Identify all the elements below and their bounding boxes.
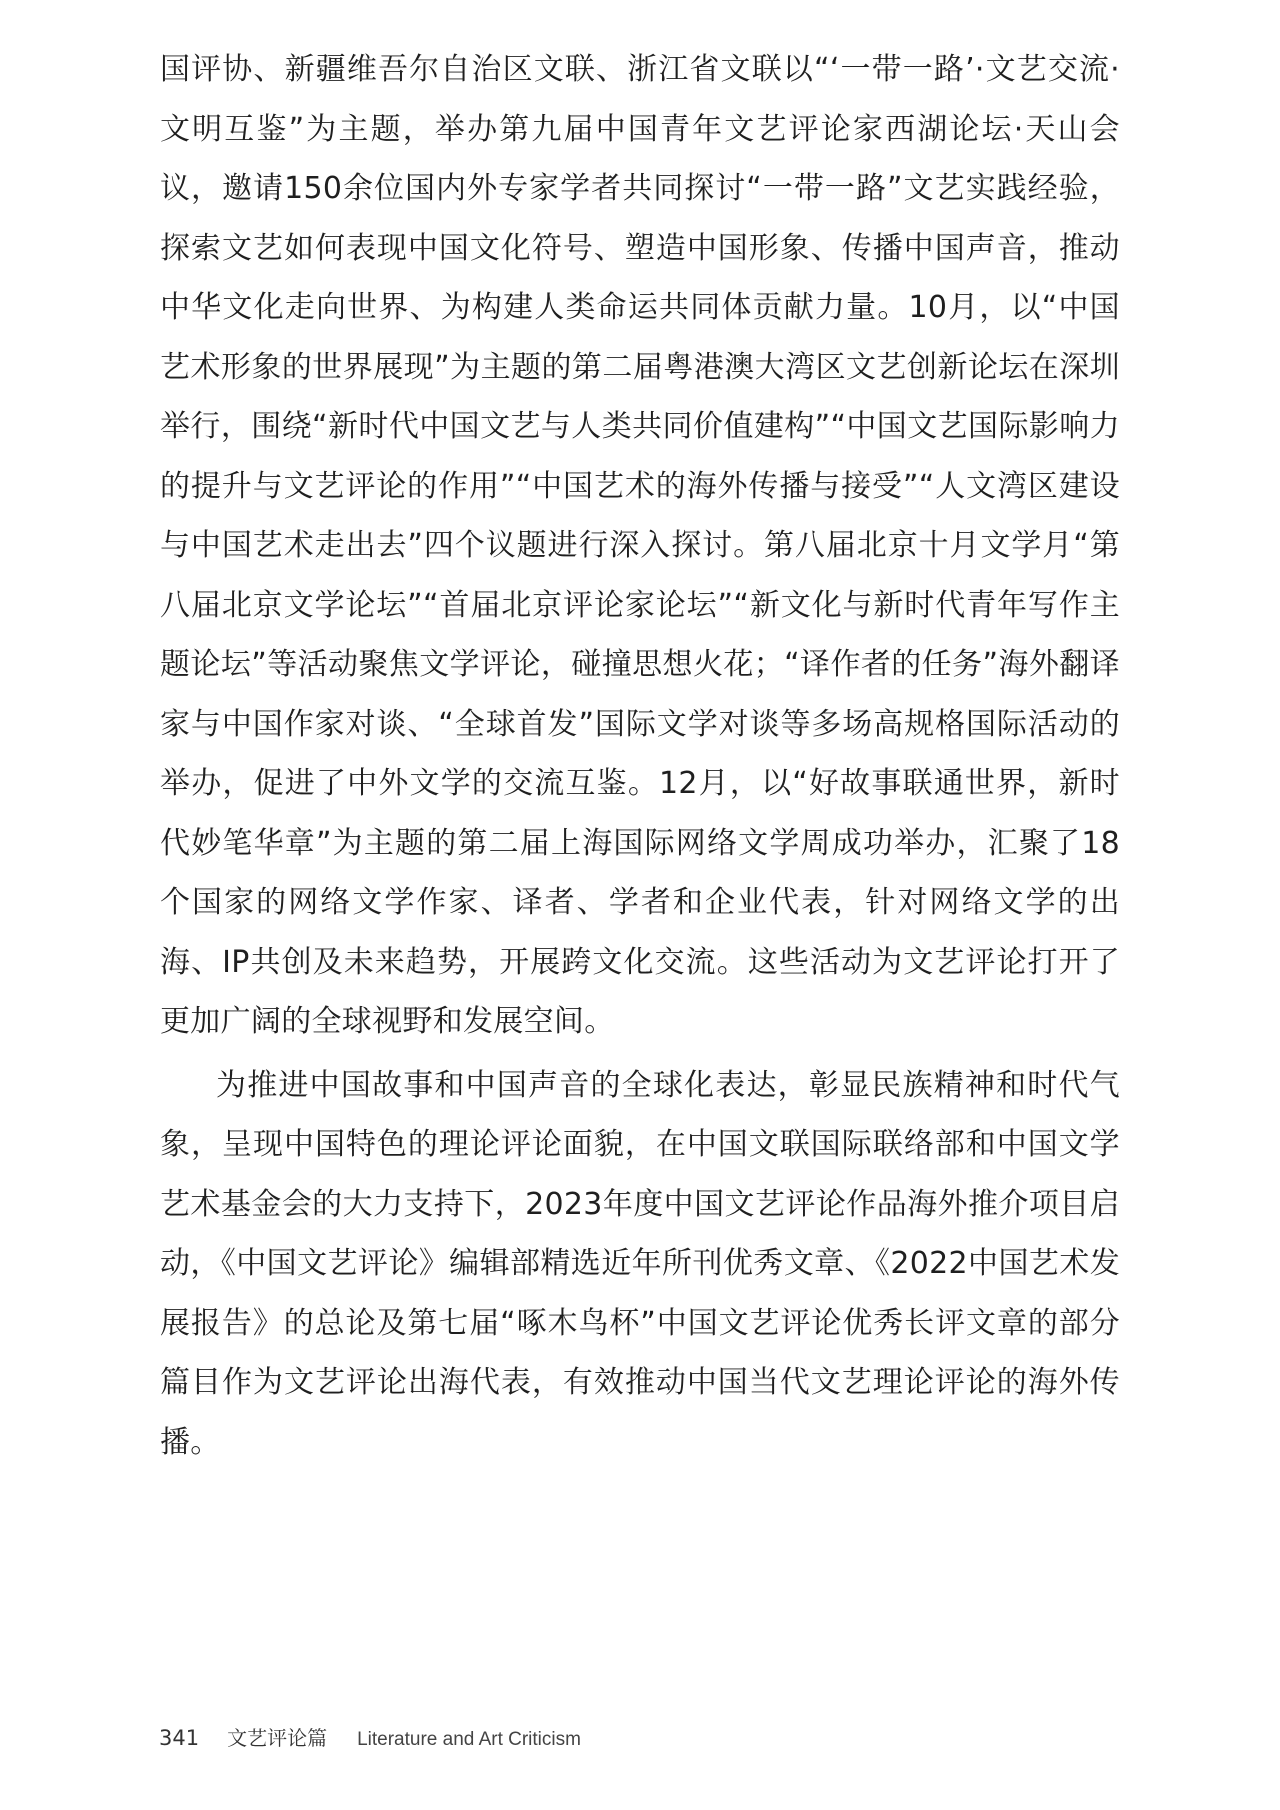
section-title-english: Literature and Art Criticism xyxy=(357,1729,581,1750)
page-number: 341 xyxy=(159,1726,200,1750)
paragraph-continued: 国评协、新疆维吾尔自治区文联、浙江省文联以“‘一带一路’·文艺交流·文明互鉴”为主题，举办第九届中国青年文艺评论家西湖论坛·天山会议，邀请150余位国内外专家学者共同探讨“一带一路”文艺实践经验，探索文艺如何表现中国文化符号、塑造中国形象、传播中国声音，推动中华文化走向世界、为构建人类命运共同体贡献力量。10月，以“中国艺术形象的世界展现”为主题的第二届粤港澳大湾区文艺创新论坛在深圳举行，围绕“新时代中国文艺与人类共同价值建构”“中国文艺国际影响力的提升与文艺评论的作用”“中国艺术的海外传播与接受”“人文湾区建设与中国艺术走出去”四个议题进行深入探讨。第八届北京十月文学月“第八届北京文学论坛”“首届北京评论家论坛”“新文化与新时代青年写作主题论坛”等活动聚焦文学评论，碰撞思想火花；“译作者的任务”海外翻译家与中国作家对谈、“全球首发”国际文学对谈等多场高规格国际活动的举办，促进了中外文学的交流互鉴。12月，以“好故事联通世界，新时代妙笔华章”为主题的第二届上海国际网络文学周成功举办，汇聚了18个国家的网络文学作家、译者、学者和企业代表，针对网络文学的出海、IP共创及未来趋势，开展跨文化交流。这些活动为文艺评论打开了更加广阔的全球视野和发展空间。 xyxy=(160,52,1121,1039)
section-title-chinese: 文艺评论篇 xyxy=(227,1726,328,1750)
body-text xyxy=(160,40,1120,1472)
page-footer xyxy=(159,1722,581,1754)
paragraph-overseas-promotion: 为推进中国故事和中国声音的全球化表达，彰显民族精神和时代气象，呈现中国特色的理论评论面貌，在中国文联国际联络部和中国文学艺术基金会的大力支持下，2023年度中国文艺评论作品海外推介项目启动，《中国文艺评论》编辑部精选近年所刊优秀文章、《2022中国艺术发展报告》的总论及第七届“啄木鸟杯”中国文艺评论优秀长评文章的部分篇目作为文艺评论出海代表，有效推动中国当代文艺理论评论的海外传播。 xyxy=(160,1067,1120,1460)
